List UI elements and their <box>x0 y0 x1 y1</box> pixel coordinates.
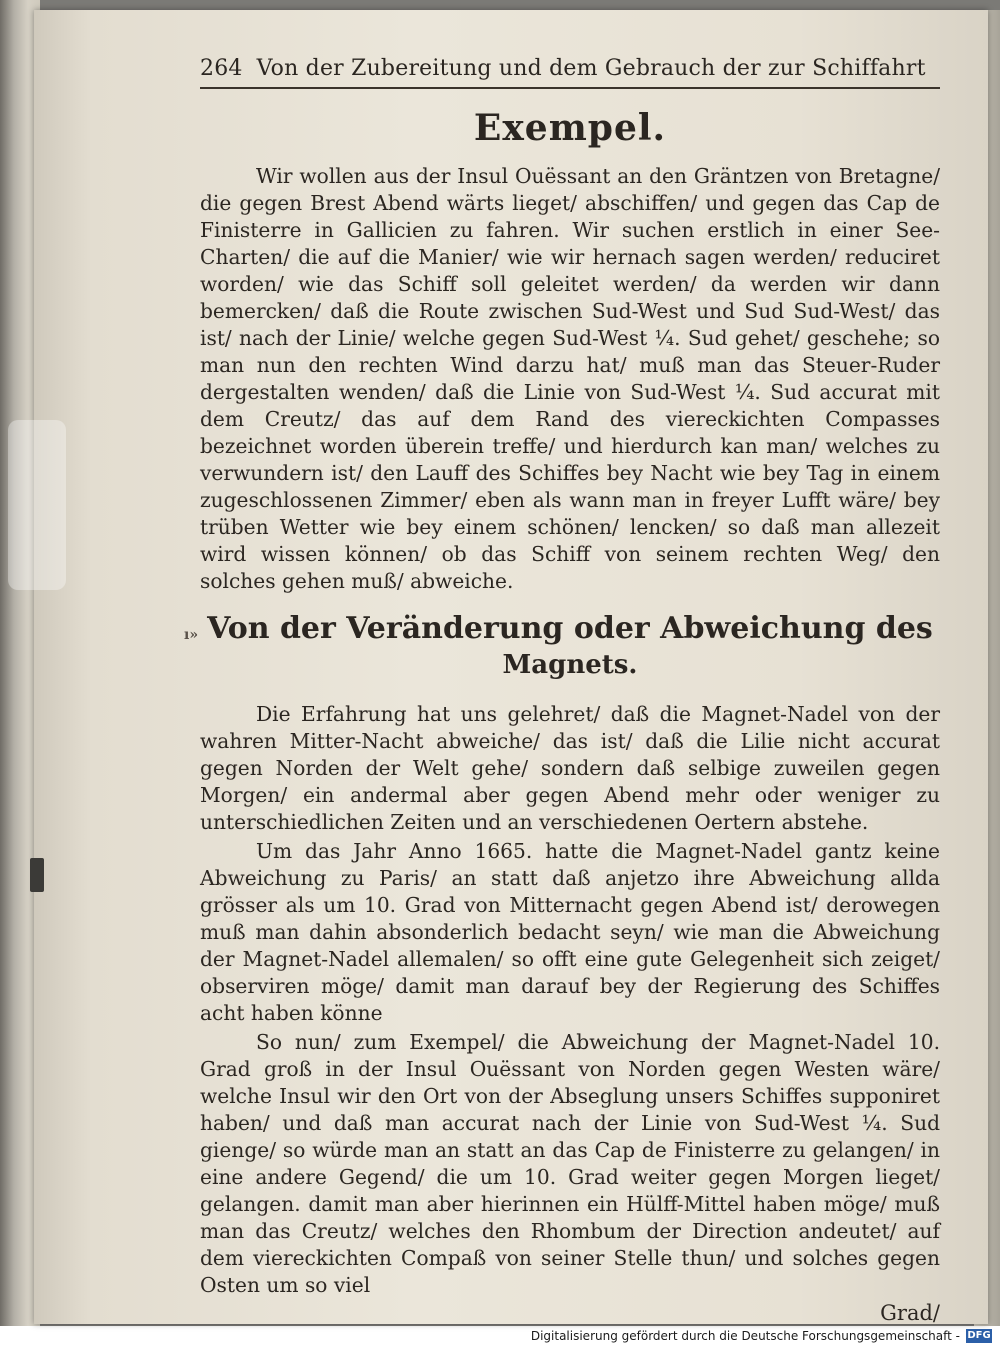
paragraph-2: Um das Jahr Anno 1665. hatte die Magnet-Nadel gantz keine Abweichung zu Paris/ an statt daß anjetzo ihre Abweichung allda grösser als um 10. Grad von Mitternacht gegen Abend ist/ derowegen muß man dahin absonderlich bedacht seyn/ wie man die Abweichung der Magnet-Nadel allemalen/ so offt eine gute Gelegenheit sich zeiget/ observiren möge/ damit man darauf bey der Regierung des Schiffes acht haben könne <box>200 839 940 1025</box>
paragraph-3: So nun/ zum Exempel/ die Abweichung der Magnet-Nadel 10. Grad groß in der Insul Ouëssant von Norden gegen Westen wäre/ welche Insul wir den Ort von der Abseglung unsers Schiffes supponiret haben/ und daß man accurat nach der Linie von Sud-West ¼. Sud gienge/ so würde man an statt an das Cap de Finisterre zu gelangen/ in eine andere Gegend/ die um 10. Grad weiter gegen Morgen lieget/ gelangen. damit man aber hierinnen ein Hülff-Mittel haben möge/ muß man das Creutz/ welches den Rhombum der Direction andeutet/ auf dem viereckichten Compaß von seiner Stelle thun/ und solches gegen Osten um so viel <box>200 1030 940 1297</box>
paragraph-exempel: Wir wollen aus der Insul Ouëssant an den Gräntzen von Bretagne/ die gegen Brest Abend wärts lieget/ abschiffen/ und gegen das Cap de Finisterre in Gallicien zu fahren. Wir suchen erstlich in einer See-Charten/ die auf die Manier/ wie wir hernach sagen werden/ reduciret worden/ wie das Schiff soll geleitet werden/ da werden wir dann bemercken/ daß die Route zwischen Sud-West und Sud Sud-West/ das ist/ nach der Linie/ welche gegen Sud-West ¼. Sud gehet/ geschehe; so man nun den rechten Wind darzu hat/ muß man das Steuer-Ruder dergestalten wenden/ daß die Linie von Sud-West ¼. Sud accurat mit dem Creutz/ das auf dem Rand des viereckichten Compasses bezeichnet worden überein treffe/ und hierdurch kan man/ welches zu verwundern ist/ den Lauff des Schiffes bey Nacht wie bey Tag in einem zugeschlossenen Zimmer/ eben als wann man in freyer Lufft wäre/ bey trüben Wetter wie bey einem schönen/ lencken/ so daß man allezeit wird wissen können/ ob das Schiff von seinem rechten Weg/ den solches gehen muß/ abweiche. <box>200 164 940 593</box>
running-title: Von der Zubereitung und dem Gebrauch der zur Schiffahrt <box>256 56 926 81</box>
section-title-abweichung <box>184 611 940 683</box>
section-title-line1: Von der Veränderung oder Abweichung des <box>207 611 933 646</box>
page-content <box>184 56 940 1325</box>
dfg-logo-icon: DFG <box>967 1330 991 1341</box>
binding-clip <box>30 858 44 892</box>
footer-credit <box>531 1329 992 1343</box>
margin-marker: ı» <box>184 627 199 643</box>
section-title-exempel: Exempel. <box>473 107 667 149</box>
paragraph-1: Die Erfahrung hat uns gelehret/ daß die Magnet-Nadel von der wahren Mitter-Nacht abweiche/ das ist/ daß die Lilie nicht accurat gegen Norden der Welt gehe/ sondern daß selbige zuweilen gegen Morgen/ ein andermal aber gegen Abend mehr oder weniger zu unterschiedlichen Zeiten und an verschiedenen Oertern abstehe. <box>200 702 940 834</box>
page-clip-shadow <box>8 420 66 590</box>
running-head <box>200 56 940 89</box>
footer-credit-text: Digitalisierung gefördert durch die Deutsche Forschungsgemeinschaft - <box>530 1329 960 1343</box>
section-title-line2: Magnets. <box>502 650 638 680</box>
catchword: Grad/ <box>880 1301 940 1325</box>
page-number: 264 <box>200 56 243 81</box>
